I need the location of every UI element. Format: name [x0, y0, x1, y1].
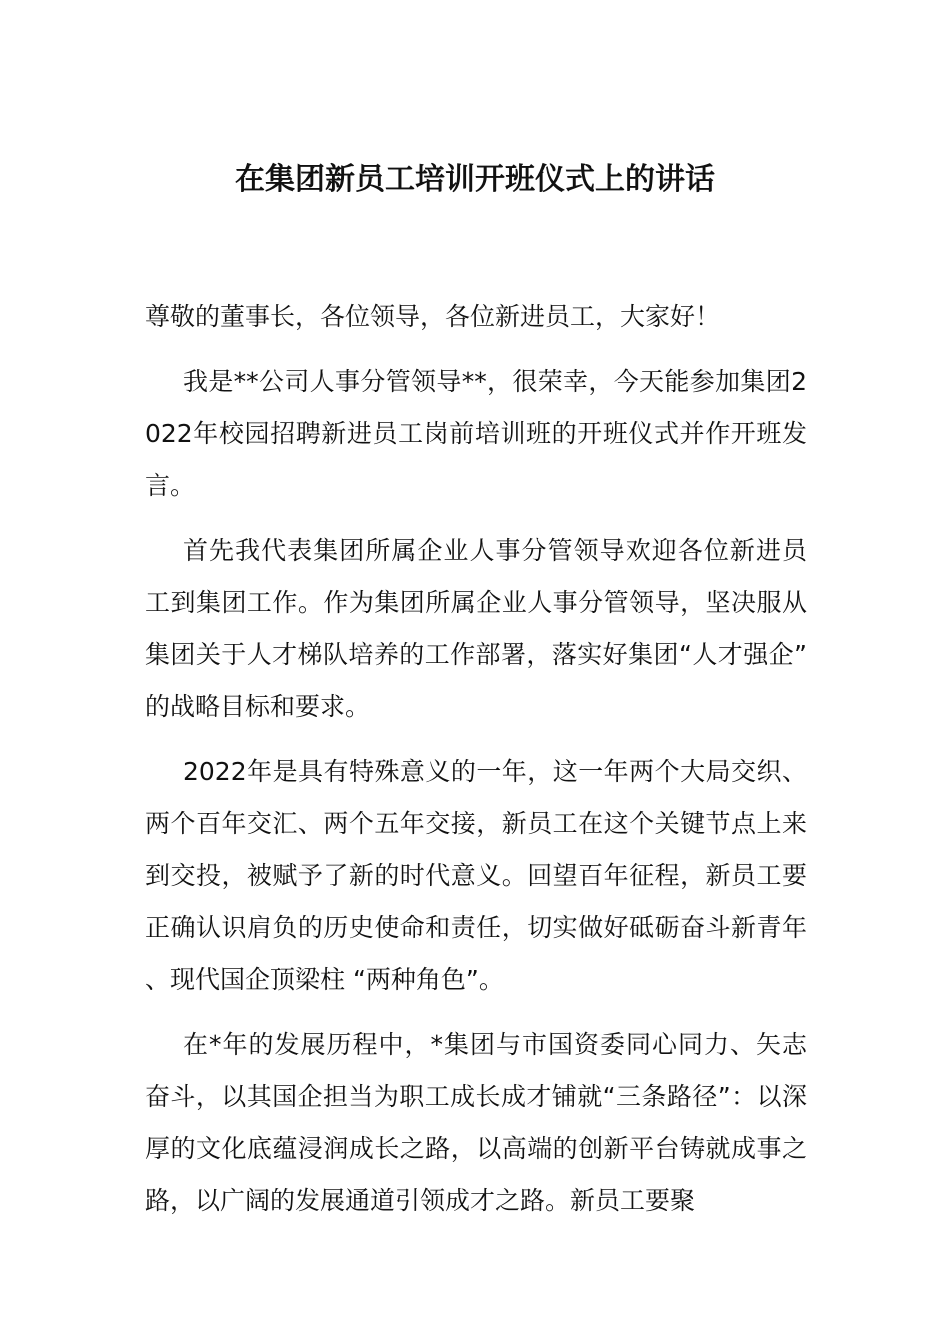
salutation: 尊敬的董事长，各位领导，各位新进员工，大家好！: [145, 302, 721, 331]
document-body: [145, 291, 807, 1240]
paragraph-4: 在*年的发展历程中，*集团与市国资委同心同力、矢志奋斗，以其国企担当为职工成长成才铺就“三条路径”：以深厚的文化底蕴浸润成长之路，以高端的创新平台铸就成事之路，以广阔的发展通道引领成才之路。新员工要聚: [145, 1030, 807, 1215]
paragraph-1: 我是**公司人事分管领导**，很荣幸，今天能参加集团2022年校园招聘新进员工岗前培训班的开班仪式并作开班发言。: [145, 367, 807, 500]
paragraph-2: 首先我代表集团所属企业人事分管领导欢迎各位新进员工到集团工作。作为集团所属企业人事分管领导，坚决服从集团关于人才梯队培养的工作部署，落实好集团“人才强企”的战略目标和要求。: [145, 536, 807, 721]
paragraph-3: 2022年是具有特殊意义的一年，这一年两个大局交织、两个百年交汇、两个五年交接，新员工在这个关键节点上来到交投，被赋予了新的时代意义。回望百年征程，新员工要正确认识肩负的历史使命和责任，切实做好砥砺奋斗新青年、现代国企顶梁柱 “两种角色”。: [145, 757, 807, 994]
document-title: 在集团新员工培训开班仪式上的讲话: [235, 162, 715, 197]
